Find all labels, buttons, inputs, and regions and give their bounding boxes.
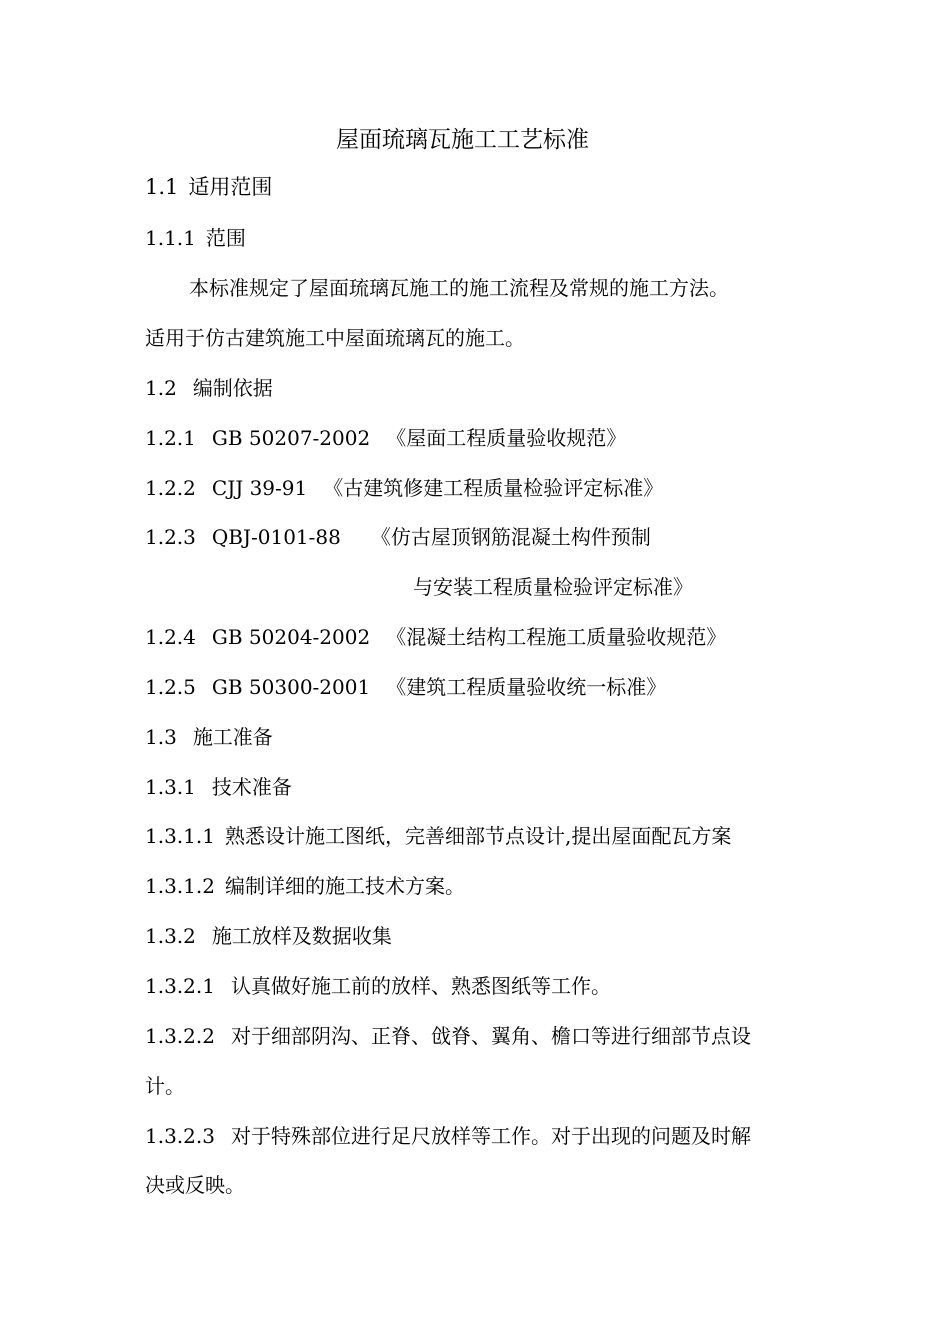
section-text: 适用范围 (188, 175, 273, 199)
section-number: 1.3.2.2 (145, 1024, 215, 1048)
section-text: 对于细部阴沟、正脊、戗脊、翼角、檐口等进行细部节点设 (230, 1024, 751, 1048)
section-number: 1.1 (145, 175, 179, 199)
reference-number: 1.2.5 (145, 675, 196, 699)
reference-item (145, 472, 663, 504)
paragraph-line: 决或反映。 (145, 1173, 245, 1197)
section-number: 1.3 (145, 725, 177, 749)
reference-number: 1.2.1 (145, 426, 196, 450)
reference-code: GB 50204-2002 (211, 625, 371, 649)
reference-number: 1.2.3 (145, 525, 196, 549)
reference-title: 《屋面工程质量验收规范》 (386, 426, 627, 450)
section-number: 1.1.1 (145, 226, 196, 250)
section-text: 熟悉设计施工图纸，完善细部节点设计,提出屋面配瓦方案 (224, 824, 732, 848)
paragraph-line: 本标准规定了屋面琉璃瓦施工的施工流程及常规的施工方法。 (189, 276, 729, 300)
subsection-item (145, 970, 611, 1002)
section-number: 1.3.1.2 (145, 874, 215, 898)
section-text: 编制依据 (192, 376, 273, 400)
reference-code: QBJ-0101-88 (211, 525, 341, 549)
reference-code: GB 50300-2001 (211, 675, 371, 699)
reference-code: CJJ 39-91 (211, 476, 308, 500)
section-heading (145, 771, 292, 803)
reference-number: 1.2.4 (145, 625, 196, 649)
section-number: 1.2 (145, 376, 177, 400)
subsection-item (145, 1120, 751, 1152)
reference-title-continuation: 与安装工程质量检验评定标准》 (413, 575, 693, 599)
paragraph-line: 计。 (145, 1074, 185, 1098)
reference-title: 《建筑工程质量验收统一标准》 (386, 675, 667, 699)
subsection-item (145, 820, 731, 852)
section-heading (145, 222, 246, 254)
reference-title: 《仿古屋顶钢筋混凝土构件预制 (370, 525, 651, 549)
section-text: 施工放样及数据收集 (211, 924, 392, 948)
section-text: 范围 (205, 226, 246, 250)
section-text: 编制详细的施工技术方案。 (224, 874, 465, 898)
section-heading (145, 171, 272, 203)
paragraph-line: 适用于仿古建筑施工中屋面琉璃瓦的施工。 (145, 326, 525, 350)
section-text: 对于特殊部位进行足尺放样等工作。对于出现的问题及时解 (230, 1124, 751, 1148)
section-text: 技术准备 (211, 775, 292, 799)
section-number: 1.3.2.1 (145, 974, 215, 998)
reference-item (145, 671, 666, 703)
reference-title: 《混凝土结构工程施工质量验收规范》 (386, 625, 727, 649)
reference-code: GB 50207-2002 (211, 426, 371, 450)
reference-number: 1.2.2 (145, 476, 196, 500)
section-text: 认真做好施工前的放样、熟悉图纸等工作。 (230, 974, 611, 998)
section-number: 1.3.2.3 (145, 1124, 215, 1148)
section-heading (145, 721, 273, 753)
reference-item (145, 621, 726, 653)
section-number: 1.3.2 (145, 924, 196, 948)
section-number: 1.3.1.1 (145, 824, 215, 848)
reference-item (145, 422, 626, 454)
subsection-item (145, 870, 465, 902)
reference-title: 《古建筑修建工程质量检验评定标准》 (323, 476, 664, 500)
section-number: 1.3.1 (145, 775, 196, 799)
section-heading (145, 920, 392, 952)
subsection-item (145, 1020, 751, 1052)
document-title: 屋面琉璃瓦施工工艺标准 (336, 127, 589, 153)
section-text: 施工准备 (192, 725, 273, 749)
section-heading (145, 372, 273, 404)
reference-item (145, 521, 651, 553)
